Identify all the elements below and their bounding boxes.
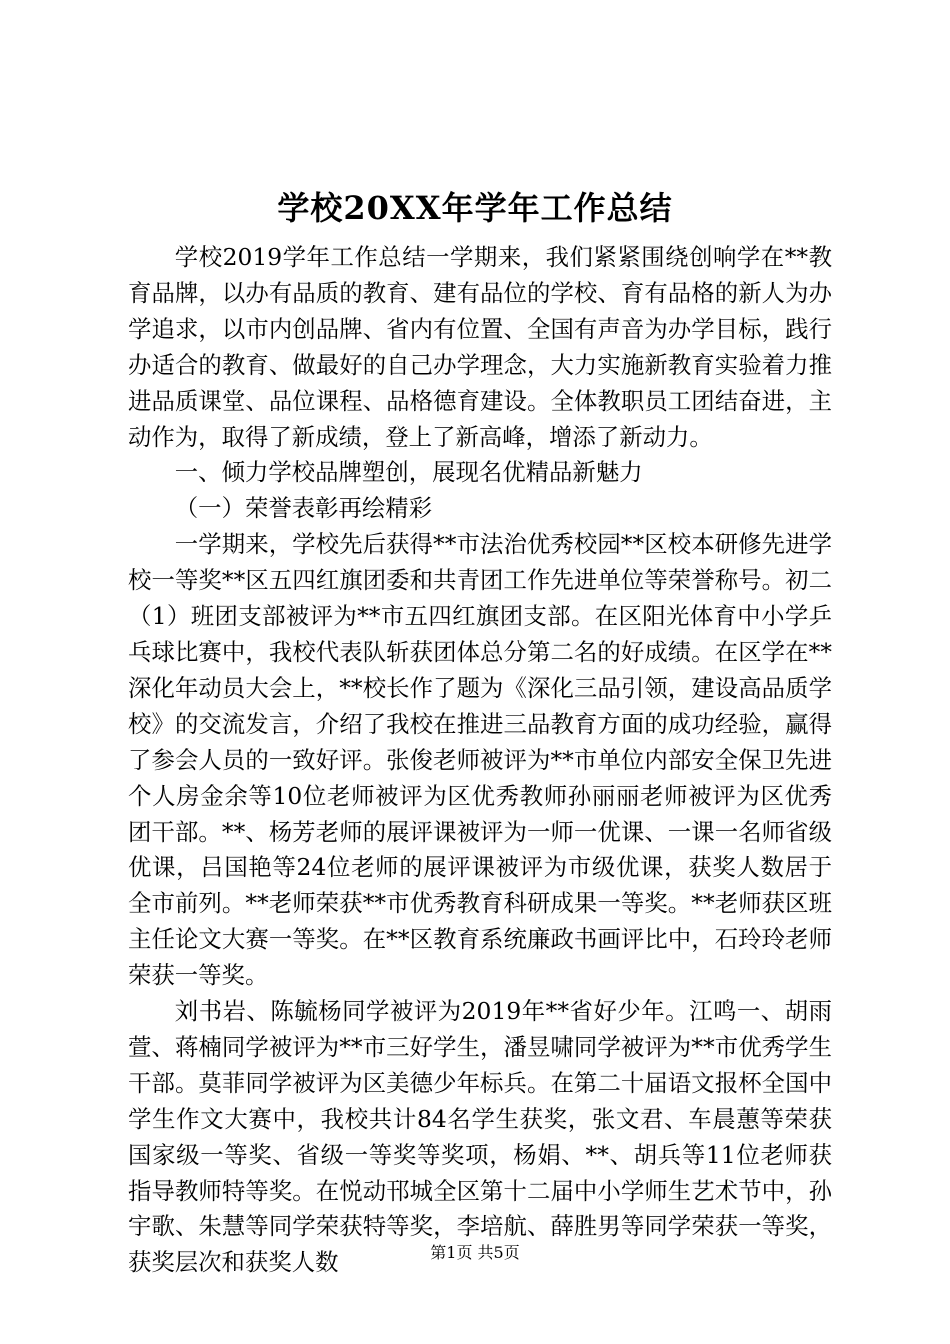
paragraph-students: 刘书岩、陈毓杨同学被评为2019年**省好少年。江鸣一、胡雨萱、蒋楠同学被评为**市三好学生，潘昱啸同学被评为**市优秀学生干部。莫菲同学被评为区美德少年标兵。在第二十届语文报杯全国中学生作文大赛中，我校共计84名学生获奖，张文君、车晨蕙等荣获国家级一等奖、省级一等奖等奖项，杨娟、**、胡兵等11位老师获指导教师特等奖。在悦动邗城全区第十二届中小学师生艺术节中，孙宇歌、朱慧等同学荣获特等奖，李培航、薛胜男等同学荣获一等奖，获奖层次和获奖人数	[128, 997, 832, 1277]
section-heading: 一、倾力学校品牌塑创，展现名优精品新魅力	[174, 458, 643, 487]
document-title: 学校20XX年学年工作总结	[277, 189, 673, 227]
paragraph-honors: 一学期来，学校先后获得**市法治优秀校园**区校本研修先进学校一等奖**区五四红旗团委和共青团工作先进单位等荣誉称号。初二（1）班团支部被评为**市五四红旗团支部。在区阳光体育中小学乒乓球比赛中，我校代表队斩获团体总分第二名的好成绩。在区学在**深化年动员大会上，**校长作了题为《深化三品引领，建设高品质学校》的交流发言，介绍了我校在推进三品教育方面的成功经验，赢得了参会人员的一致好评。张俊老师被评为**市单位内部安全保卫先进个人房金余等10位老师被评为区优秀教师孙丽丽老师被评为区优秀团干部。**、杨芳老师的展评课被评为一师一优课、一课一名师省级优课，吕国艳等24位老师的展评课被评为市级优课，获奖人数居于全市前列。**老师荣获**市优秀教育科研成果一等奖。**老师获区班主任论文大赛一等奖。在**区教育系统廉政书画评比中，石玲玲老师荣获一等奖。	[128, 530, 832, 990]
page-footer: 第1页 共5页	[430, 1243, 520, 1262]
paragraph-intro: 学校2019学年工作总结一学期来，我们紧紧围绕创响学在**教育品牌，以办有品质的教育、建有品位的学校、育有品格的新人为办学追求，以市内创品牌、省内有位置、全国有声音为办学目标，践行办适合的教育、做最好的自己办学理念，大力实施新教育实验着力推进品质课堂、品位课程、品格德育建设。全体教职员工团结奋进，主动作为，取得了新成绩，登上了新高峰，增添了新动力。	[128, 243, 832, 451]
document-body	[128, 240, 832, 1281]
subsection-heading: （一）荣誉表彰再绘精彩	[174, 494, 433, 523]
